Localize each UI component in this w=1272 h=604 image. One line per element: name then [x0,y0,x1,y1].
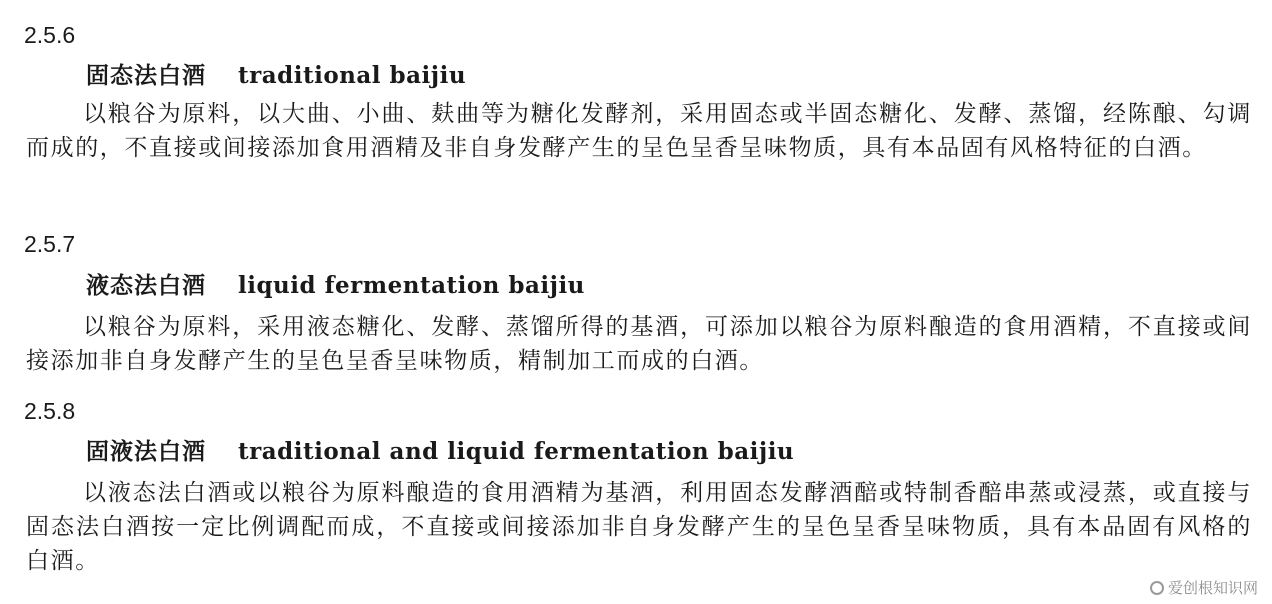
term-english: liquid fermentation baijiu [238,272,585,299]
entry-number: 2.5.7 [24,231,76,257]
term-heading [86,61,466,91]
term-definition: 以液态法白酒或以粮谷为原料酿造的食用酒精为基酒，利用固态发酵酒醅或特制香醅串蒸或浸蒸，或直接与固态法白酒按一定比例调配而成，不直接或间接添加非自身发酵产生的呈色呈香呈味物质，具有本品固有风格的白酒。 [26,480,1252,574]
term-definition: 以粮谷为原料，采用液态糖化、发酵、蒸馏所得的基酒，可添加以粮谷为原料酿造的食用酒精，不直接或间接添加非自身发酵产生的呈色呈香呈味物质，精制加工而成的白酒。 [26,314,1252,374]
term-english: traditional baijiu [238,62,467,89]
term-definition: 以粮谷为原料，以大曲、小曲、麸曲等为糖化发酵剂，采用固态或半固态糖化、发酵、蒸馏，经陈酿、勾调而成的，不直接或间接添加食用酒精及非自身发酵产生的呈色呈香呈味物质，具有本品固有风格特征的白酒。 [26,101,1252,161]
entry-number: 2.5.6 [24,22,76,48]
term-chinese: 液态法白酒 [86,273,206,299]
entry-number: 2.5.8 [24,398,76,424]
term-english: traditional and liquid fermentation baijiu [238,438,795,465]
watermark-logo-icon [1150,581,1164,595]
watermark-text: 爱创根知识网 [1167,579,1258,597]
term-heading [86,271,585,301]
term-heading [86,437,794,467]
watermark [1150,577,1258,598]
term-chinese: 固态法白酒 [86,63,206,89]
term-chinese: 固液法白酒 [86,439,206,465]
